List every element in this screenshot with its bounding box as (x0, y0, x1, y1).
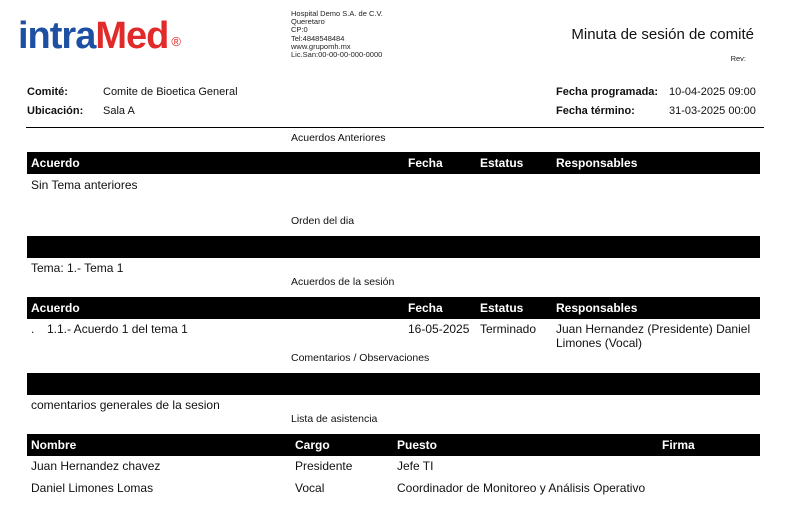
col-nombre: Nombre (31, 438, 77, 452)
row-cargo: Vocal (295, 481, 325, 495)
col-fecha: Fecha (408, 301, 443, 315)
fecha-termino-value: 31-03-2025 00:00 (669, 105, 756, 117)
row-responsables-line2: Limones (Vocal) (556, 336, 643, 350)
comentarios-bar (27, 373, 760, 395)
logo-text-med: Med (95, 15, 169, 57)
col-acuerdo: Acuerdo (31, 156, 80, 170)
company-cp: CP:0 (291, 25, 308, 35)
col-estatus: Estatus (480, 156, 524, 170)
row-nombre: Juan Hernandez chavez (31, 459, 161, 473)
col-responsables: Responsables (556, 301, 638, 315)
logo-text-intra: intra (18, 15, 96, 57)
company-name: Hospital Demo S.A. de C.V. (291, 9, 383, 18)
orden-del-dia-caption: Orden del dia (291, 215, 355, 227)
acuerdos-sesion-header (27, 297, 760, 319)
company-phone: Tel:4848548484 (291, 33, 345, 43)
row-puesto: Coordinador de Monitoreo y Análisis Operativo (397, 481, 646, 495)
registered-icon: ® (171, 34, 180, 49)
row-bullet: . (31, 322, 35, 336)
orden-del-dia-bar (27, 236, 760, 258)
acuerdos-anteriores-caption: Acuerdos Anteriores (291, 132, 386, 144)
company-license: Lic.San:00-00-00-000-0000 (291, 50, 383, 60)
row-nombre: Daniel Limones Lomas (31, 481, 154, 495)
orden-tema: Tema: 1.- Tema 1 (31, 261, 124, 275)
col-cargo: Cargo (295, 438, 330, 452)
comite-label: Comité: (27, 86, 68, 98)
acuerdos-anteriores-empty: Sin Tema anteriores (31, 178, 138, 192)
comentarios-caption: Comentarios / Observaciones (291, 352, 430, 364)
col-estatus: Estatus (480, 301, 524, 315)
asistencia-header (27, 434, 760, 456)
company-logo (18, 14, 180, 64)
company-info (291, 10, 383, 59)
document-title: Minuta de sesión de comité (571, 26, 754, 43)
company-city: Queretaro (291, 17, 325, 27)
row-fecha: 16-05-2025 (408, 322, 470, 336)
comentarios-text: comentarios generales de la sesion (31, 398, 220, 412)
row-acuerdo: 1.1.- Acuerdo 1 del tema 1 (47, 322, 188, 336)
col-acuerdo: Acuerdo (31, 301, 80, 315)
row-responsables-line1: Juan Hernandez (Presidente) Daniel (556, 322, 751, 336)
row-cargo: Presidente (295, 459, 353, 473)
col-firma: Firma (662, 438, 695, 452)
company-website: www.grupomh.mx (291, 41, 351, 51)
ubicacion-value: Sala A (103, 105, 135, 117)
header-divider (26, 127, 764, 128)
col-puesto: Puesto (397, 438, 438, 452)
row-puesto: Jefe TI (397, 459, 434, 473)
col-fecha: Fecha (408, 156, 443, 170)
asistencia-caption: Lista de asistencia (291, 413, 378, 425)
fecha-programada-label: Fecha programada: (556, 86, 659, 98)
comite-value: Comite de Bioetica General (103, 86, 238, 98)
fecha-programada-value: 10-04-2025 09:00 (669, 86, 756, 98)
acuerdos-sesion-caption: Acuerdos de la sesión (291, 276, 395, 288)
revision-label: Rev: (730, 54, 746, 63)
fecha-termino-label: Fecha término: (556, 105, 635, 117)
row-estatus: Terminado (480, 322, 537, 336)
col-responsables: Responsables (556, 156, 638, 170)
ubicacion-label: Ubicación: (27, 105, 84, 117)
acuerdos-anteriores-header (27, 152, 760, 174)
